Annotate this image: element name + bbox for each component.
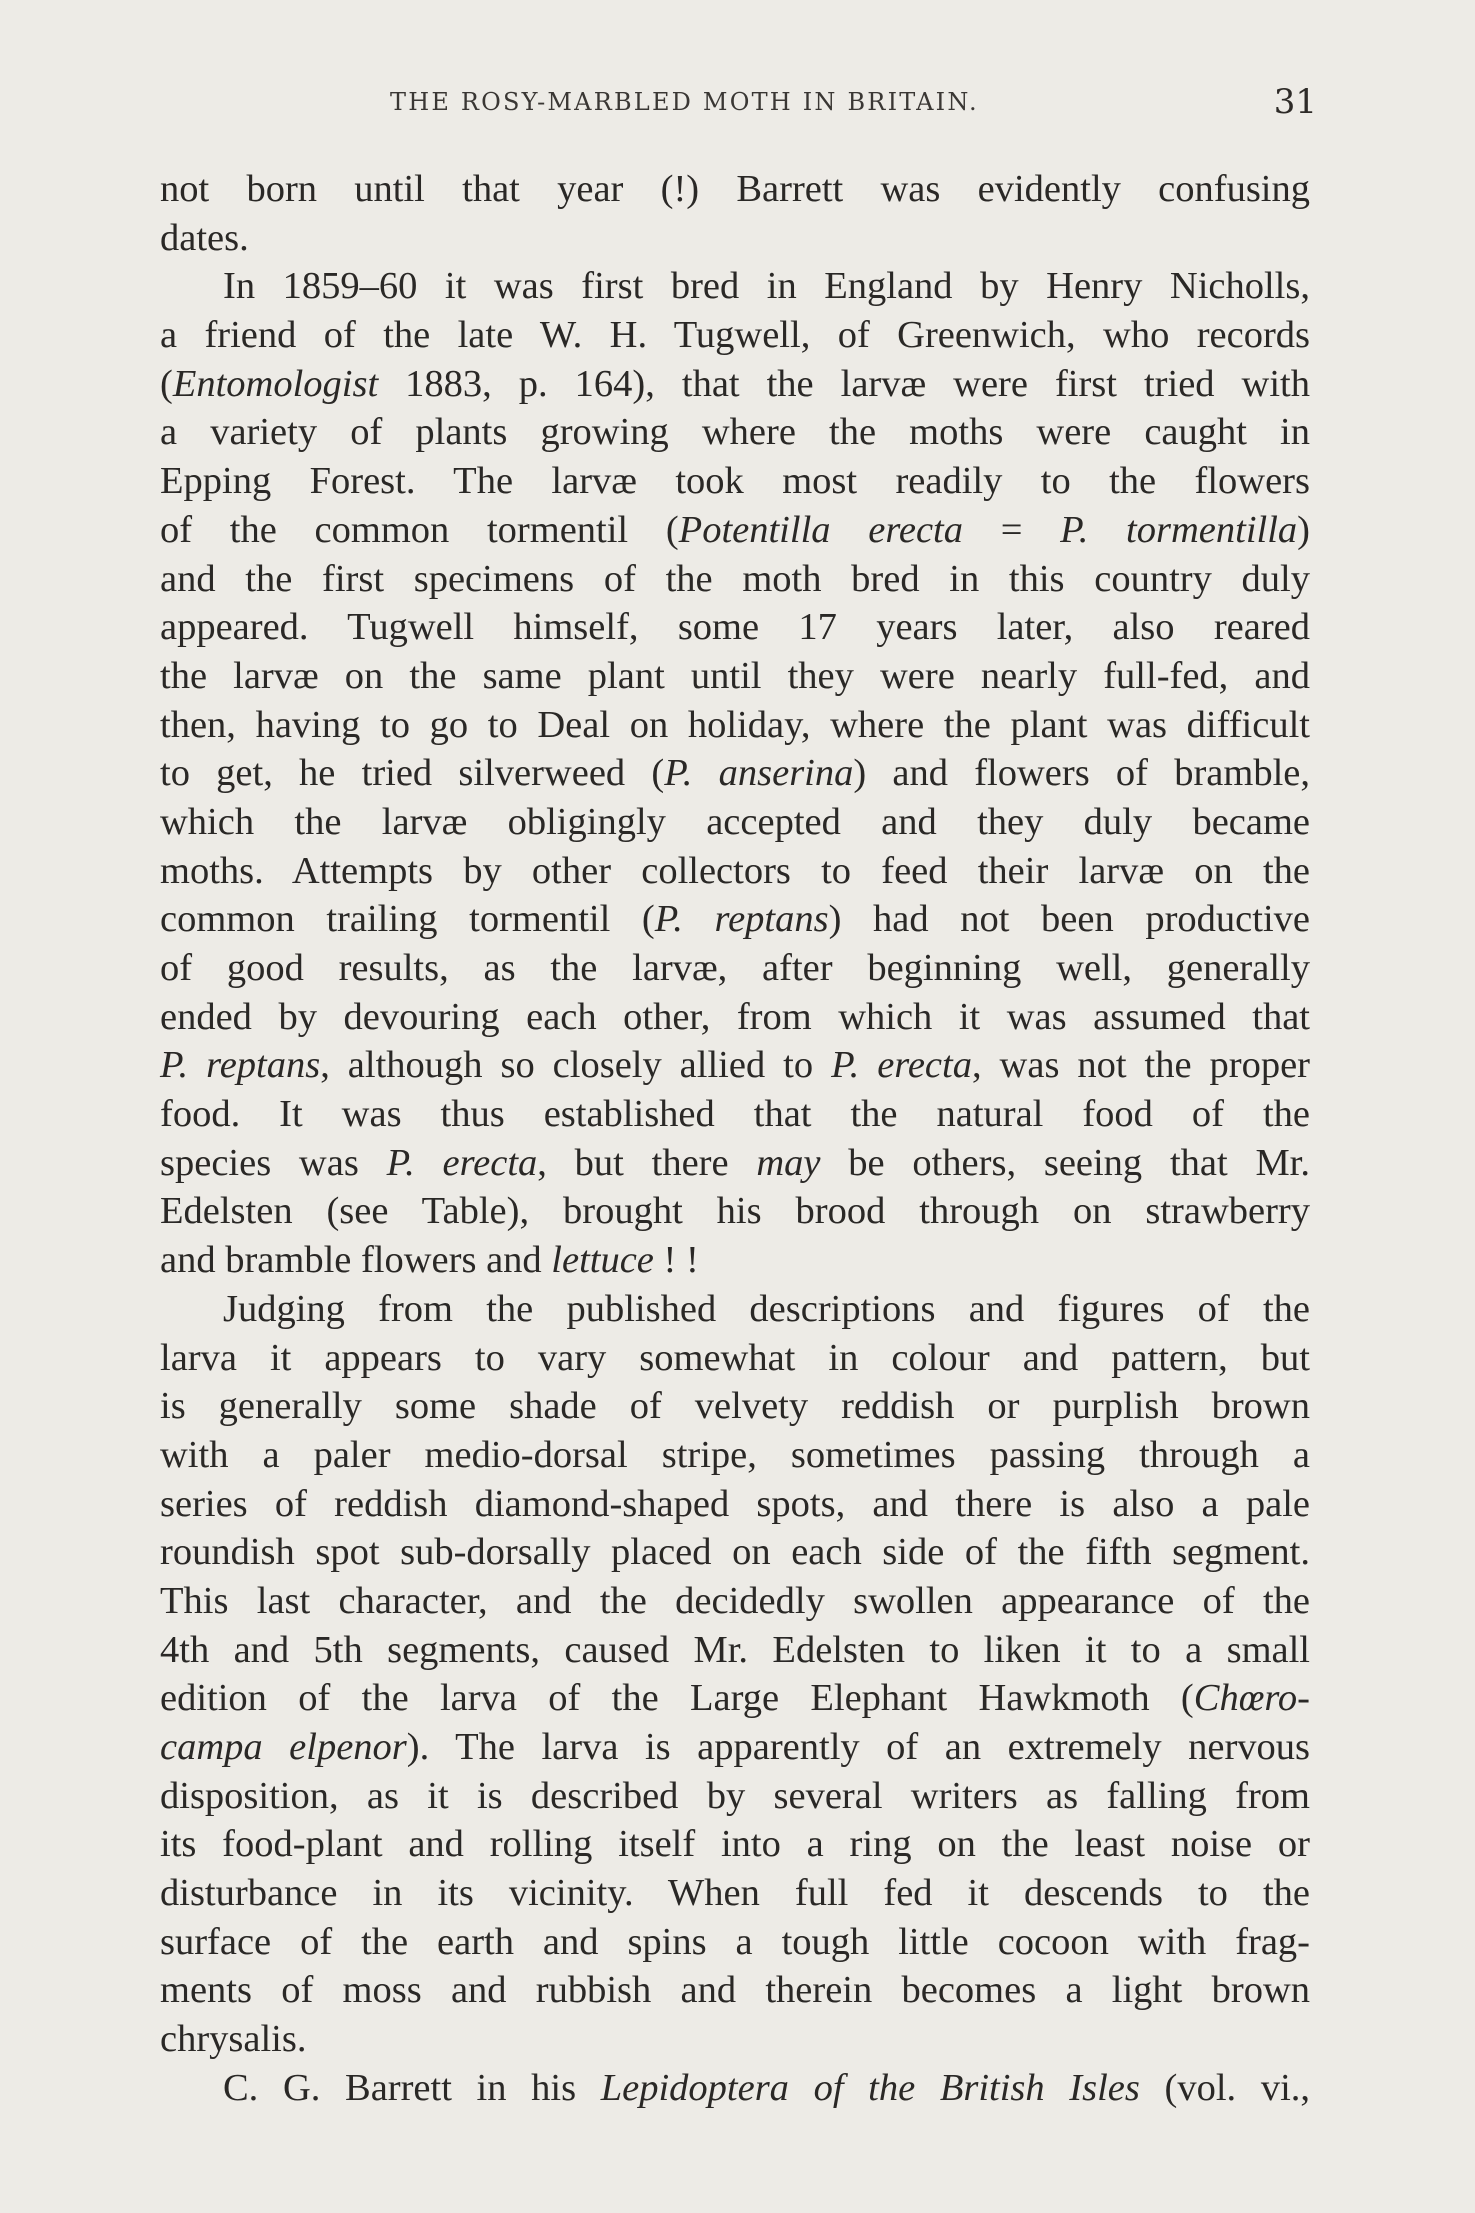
text-run: to get, he tried silverweed ( bbox=[160, 752, 665, 795]
text-line bbox=[160, 1674, 1310, 1723]
text-run: = bbox=[963, 508, 1061, 551]
text-run: appeared. Tugwell himself, some 17 years later, also reared bbox=[160, 606, 1310, 649]
text-run: 4th and 5th segments, caused Mr. Edelsten to liken it to a small bbox=[160, 1628, 1310, 1671]
text-run: species was bbox=[160, 1141, 387, 1184]
text-run: of good results, as the larvæ, after beginning well, generally bbox=[160, 947, 1310, 989]
text-line bbox=[160, 1723, 1310, 1772]
text-run: ). The larva is apparently of an extremely nervous bbox=[406, 1726, 1311, 1768]
paragraph bbox=[160, 2064, 1310, 2113]
text-run: (vol. vi., bbox=[1139, 2066, 1311, 2109]
text-line bbox=[160, 993, 1310, 1042]
paragraph bbox=[160, 165, 1310, 262]
text-run: roundish spot sub-dorsally placed on each side of the fifth segment. bbox=[160, 1531, 1310, 1574]
italic-run: P. reptans bbox=[160, 1044, 321, 1087]
text-line bbox=[160, 701, 1310, 750]
text-line bbox=[160, 1090, 1310, 1139]
text-run: , although so closely allied to bbox=[320, 1044, 832, 1087]
text-run: disposition, as it is described by several writers as falling from bbox=[160, 1774, 1310, 1817]
text-run: Edelsten (see Table), brought his brood through on strawberry bbox=[160, 1190, 1310, 1233]
italic-run: Potentilla erecta bbox=[678, 508, 963, 551]
body-text bbox=[160, 165, 1310, 2113]
text-run: ) bbox=[1297, 508, 1310, 551]
text-run: food. It was thus established that the natural food of the bbox=[160, 1093, 1310, 1136]
text-run: ! ! bbox=[653, 1239, 699, 1282]
text-line bbox=[160, 360, 1310, 409]
text-line bbox=[160, 214, 1310, 263]
text-run: the larvæ on the same plant until they were nearly full-fed, and bbox=[160, 654, 1310, 697]
text-run: a variety of plants growing where the moths were caught in bbox=[160, 411, 1310, 454]
text-run: common trailing tormentil ( bbox=[160, 898, 655, 941]
text-line bbox=[160, 1285, 1310, 1334]
text-line bbox=[160, 895, 1310, 944]
text-line bbox=[160, 944, 1310, 993]
text-run: Epping Forest. The larvæ took most readily to the flowers bbox=[160, 460, 1310, 503]
text-run: ) and flowers of bramble, bbox=[853, 752, 1310, 795]
text-run: moths. Attempts by other collectors to feed their larvæ on the bbox=[160, 849, 1310, 892]
text-run: be others, seeing that Mr. bbox=[820, 1141, 1310, 1184]
text-run: not born until that year (!) Barrett was evidently confusing bbox=[160, 168, 1310, 210]
italic-run: Entomologist bbox=[172, 362, 379, 405]
text-line bbox=[160, 1820, 1310, 1869]
text-run: is generally some shade of velvety reddish or purplish brown bbox=[160, 1385, 1310, 1428]
text-line bbox=[160, 165, 1310, 214]
text-line bbox=[160, 847, 1310, 896]
text-line bbox=[160, 555, 1310, 604]
text-run: ) had not been productive bbox=[828, 898, 1310, 941]
text-line bbox=[160, 1041, 1310, 1090]
text-line bbox=[160, 1480, 1310, 1529]
text-line bbox=[160, 1187, 1310, 1236]
text-run: of the common tormentil ( bbox=[160, 508, 679, 551]
text-line bbox=[160, 1772, 1310, 1821]
text-line bbox=[160, 1918, 1310, 1967]
text-run: C. G. Barrett in his bbox=[223, 2066, 601, 2109]
text-line bbox=[160, 457, 1310, 506]
paragraph bbox=[160, 262, 1310, 1284]
text-run: its food-plant and rolling itself into a ring on the least noise or bbox=[160, 1823, 1310, 1866]
page-number: 31 bbox=[1273, 82, 1317, 122]
text-line bbox=[160, 1334, 1310, 1383]
italic-run: campa elpenor bbox=[160, 1726, 407, 1768]
italic-run: P. erecta bbox=[386, 1141, 538, 1184]
text-run: In 1859–60 it was first bred in England by Henry Nicholls, bbox=[223, 265, 1310, 308]
text-line bbox=[160, 1382, 1310, 1431]
text-line bbox=[160, 1236, 1310, 1285]
text-run: 1883, p. 164), that the larvæ were first tried with bbox=[378, 362, 1310, 405]
text-run: , but there bbox=[537, 1141, 757, 1184]
text-line bbox=[160, 1626, 1310, 1675]
text-line bbox=[160, 2015, 1310, 2064]
italic-run: P. tormentilla bbox=[1060, 508, 1298, 551]
text-line bbox=[160, 1528, 1310, 1577]
text-run: which the larvæ obligingly accepted and they duly became bbox=[160, 800, 1310, 843]
running-head bbox=[0, 82, 1475, 132]
text-run: ments of moss and rubbish and therein becomes a light brown bbox=[160, 1969, 1310, 2012]
text-line bbox=[160, 408, 1310, 457]
text-line bbox=[160, 749, 1310, 798]
paragraph bbox=[160, 1285, 1310, 2064]
text-line bbox=[160, 262, 1310, 311]
text-line bbox=[160, 1869, 1310, 1918]
text-line bbox=[160, 506, 1310, 555]
text-run: and bramble flowers and bbox=[160, 1239, 552, 1282]
text-run: chrysalis. bbox=[160, 2018, 307, 2061]
text-run: Judging from the published descriptions and figures of the bbox=[223, 1287, 1310, 1330]
italic-run: may bbox=[756, 1141, 821, 1184]
text-run: with a paler medio-dorsal stripe, sometimes passing through a bbox=[160, 1433, 1310, 1476]
text-line bbox=[160, 1966, 1310, 2015]
text-run: ( bbox=[160, 362, 173, 405]
text-run: disturbance in its vicinity. When full fed it descends to the bbox=[160, 1872, 1310, 1915]
italic-run: P. erecta bbox=[831, 1044, 972, 1087]
text-line bbox=[160, 1577, 1310, 1626]
text-line bbox=[160, 1431, 1310, 1480]
text-run: edition of the larva of the Large Elephant Hawkmoth ( bbox=[160, 1677, 1194, 1720]
text-line bbox=[160, 652, 1310, 701]
text-run: , was not the proper bbox=[971, 1044, 1310, 1087]
italic-run: lettuce bbox=[551, 1239, 654, 1282]
text-run: dates. bbox=[160, 216, 249, 259]
italic-run: P. reptans bbox=[654, 898, 829, 941]
text-run: and the first specimens of the moth bred in this country duly bbox=[160, 557, 1310, 600]
italic-run: Chœro- bbox=[1193, 1677, 1310, 1720]
text-line bbox=[160, 1139, 1310, 1188]
text-line bbox=[160, 798, 1310, 847]
text-run: a friend of the late W. H. Tugwell, of Greenwich, who records bbox=[160, 314, 1310, 357]
text-run: ended by devouring each other, from which it was assumed that bbox=[160, 995, 1310, 1038]
text-line bbox=[160, 311, 1310, 360]
text-run: surface of the earth and spins a tough little cocoon with frag- bbox=[160, 1920, 1310, 1963]
text-run: This last character, and the decidedly swollen appearance of the bbox=[160, 1579, 1310, 1622]
text-run: then, having to go to Deal on holiday, where the plant was difficult bbox=[160, 703, 1310, 746]
text-line bbox=[160, 2064, 1310, 2113]
text-run: series of reddish diamond-shaped spots, and there is also a pale bbox=[160, 1482, 1310, 1525]
text-line bbox=[160, 603, 1310, 652]
italic-run: P. anserina bbox=[664, 752, 854, 795]
running-title: THE ROSY-MARBLED MOTH IN BRITAIN. bbox=[390, 88, 979, 116]
text-run: larva it appears to vary somewhat in colour and pattern, but bbox=[160, 1336, 1310, 1379]
italic-run: Lepidoptera of the British Isles bbox=[600, 2066, 1140, 2109]
